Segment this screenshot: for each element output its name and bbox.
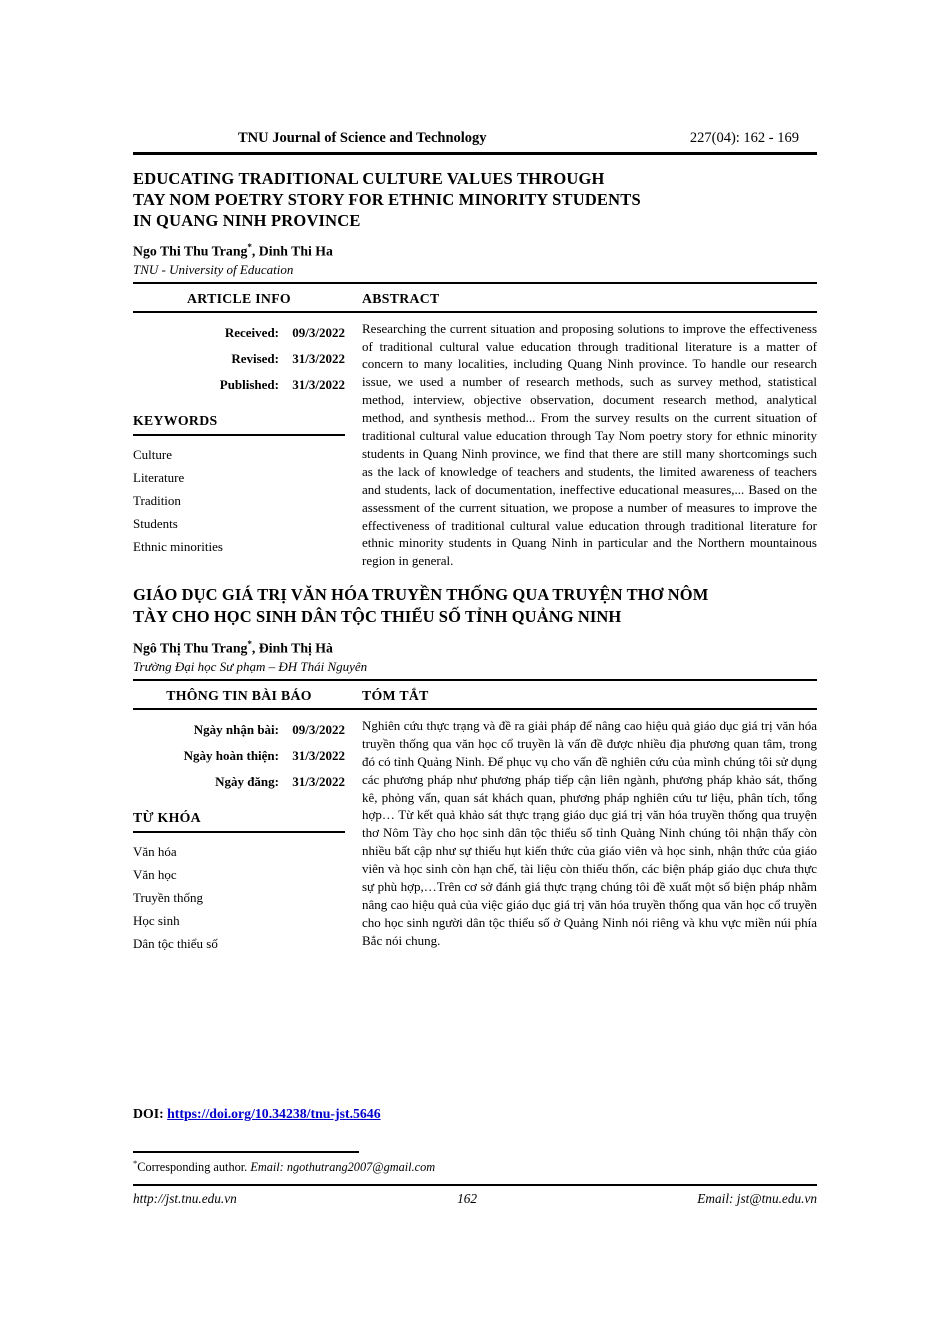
columns-vn [133,717,817,955]
date-row-received-vn [133,717,345,743]
info-column-vn [133,717,345,955]
keyword-item: Culture [133,446,172,462]
date-label: Ngày hoàn thiện: [183,747,279,763]
article-title-en-line3: IN QUANG NINH PROVINCE [133,211,361,230]
affiliation-en: TNU - University of Education [133,261,294,277]
date-row-published-vn [133,769,345,795]
section-heading-row-vn [133,681,817,710]
issue-pages: 227(04): 162 - 169 [689,130,799,146]
footnote-text: Corresponding author. [137,1160,251,1175]
doi-label: DOI: [133,1106,164,1121]
footer-rule [133,1184,817,1186]
doi-link[interactable]: https://doi.org/10.34238/tnu-jst.5646 [167,1106,381,1121]
footnote-email: Email: ngothutrang2007@gmail.com [250,1160,436,1175]
keyword-item: Văn hóa [133,843,177,859]
authors-vn [133,639,817,657]
keywords-list-vn [133,840,345,955]
page-footer [133,1191,817,1207]
footer-journal-url: http://jst.tnu.edu.vn [133,1191,237,1206]
date-row-published [133,372,345,398]
footer-email: Email: jst@tnu.edu.vn [697,1191,817,1206]
date-value: 31/3/2022 [292,376,345,392]
article-title-vn-line1: GIÁO DỤC GIÁ TRỊ VĂN HÓA TRUYỀN THỐNG QUA TRUYỆN THƠ NÔM [133,585,709,605]
author-en-first: Ngo Thi Thu Trang [133,243,248,259]
date-label: Published: [219,376,279,392]
article-title-vn [133,584,817,628]
authors-en [133,242,817,260]
article-info-heading-vn: THÔNG TIN BÀI BÁO [166,687,312,703]
keywords-heading-en: KEYWORDS [133,413,345,436]
corresponding-author-footnote [133,1158,435,1175]
article-title-vn-line2: TÀY CHO HỌC SINH DÂN TỘC THIỂU SỐ TỈNH QUẢNG NINH [133,607,622,627]
article-title-en [133,168,817,231]
footnote-rule [133,1151,359,1153]
keyword-item: Truyền thống [133,889,203,905]
abstract-text-vn: Nghiên cứu thực trạng và đề ra giải pháp để nâng cao hiệu quả giáo dục giá trị văn hóa truyền thống qua văn học cổ truyền là vấn đề được nhiều địa phương quan tâm, trong đó có tỉnh Quảng Ninh. Để phục vụ cho vấn đề nghiên cứu của mình chúng tôi sử dụng các phương pháp như phương pháp tiếp cận liên ngành, phương pháp khảo sát, thống kê, phỏng vấn, quan sát khách quan, phương pháp nghiên cứu tư liệu, phân tích, tổng hợp… Từ kết quả khảo sát thực trạng giáo dục giá trị văn hóa truyền thống qua truyện thơ Nôm Tày cho học sinh dân tộc thiểu số tỉnh Quảng Ninh chúng tôi nhận thấy còn nhiều bất cập như sự thiếu hụt kiến thức của giáo viên và học sinh, nhận thức của giáo viên và học sinh còn hạn chế, tài liệu còn thiếu thốn, các biện pháp giáo dục chưa thực sự phù hợp,…Trên cơ sở đánh giá thực trạng chúng tôi đề xuất một số biện pháp nhằm nâng cao hiệu quả của việc giáo dục giá trị văn hóa truyền thống qua văn học cổ truyền cho học sinh người dân tộc thiểu số ở Quảng Ninh nói riêng và khu vực miền núi phía Bắc nói chung. [362,717,817,948]
keywords-list-en [133,443,345,558]
date-row-revised-vn [133,743,345,769]
date-label: Received: [224,324,279,340]
keyword-item: Học sinh [133,912,180,928]
abstract-heading-en: ABSTRACT [362,290,440,306]
keywords-heading-vn: TỪ KHÓA [133,810,345,833]
keyword-item: Tradition [133,492,181,508]
date-label: Ngày nhận bài: [193,721,279,737]
columns-en [133,320,817,571]
author-en-rest: , Dinh Thi Ha [251,243,333,259]
keyword-item: Students [133,515,178,531]
footnote-mark: * [133,1158,138,1168]
affiliation-vn: Trường Đại học Sư phạm – ĐH Thái Nguyên [133,658,368,674]
date-label: Ngày đăng: [215,773,279,789]
doi-block [133,1106,381,1122]
section-heading-row-en [133,284,817,313]
abstract-heading-vn: TÓM TẮT [362,687,429,703]
date-value: 09/3/2022 [292,324,345,340]
journal-name: TNU Journal of Science and Technology [238,130,487,146]
journal-header [133,130,817,155]
page-content [133,130,817,955]
footer-page-number: 162 [457,1191,478,1206]
corresponding-author-mark-vn: * [247,639,252,650]
date-row-received [133,320,345,346]
info-column-en [133,320,345,571]
author-vn-first: Ngô Thị Thu Trang [133,640,248,656]
date-value: 31/3/2022 [292,773,345,789]
date-row-revised [133,346,345,372]
abstract-text-en: Researching the current situation and proposing solutions to improve the effectiveness of traditional cultural value education through traditional literature is a matter of concern to many localities, including Quang Ninh province. To handle our research issue, we used a number of research methods, such as survey method, statistical method, interview, objective observation, document research method, analytical method, and synthesis method... From the survey results on the current situation of traditional cultural value education through Tay Nom poetry story for ethnic minority students in Quang Ninh province, we find that there are still many shortcomings such as the lack of knowledge of teachers and students, the limited awareness of teachers and students, lack of documentation, ineffective educational measures,... Based on the assessment of the current situation, we propose a number of measures to improve the effectiveness of traditional cultural value education through traditional literature for ethnic minority students in Quang Ninh in particular and the Northern mountainous region in general. [362,320,817,569]
date-label: Revised: [231,350,279,366]
article-info-heading-en: ARTICLE INFO [187,290,291,306]
keyword-item: Ethnic minorities [133,538,223,554]
date-value: 31/3/2022 [292,747,345,763]
author-vn-rest: , Đinh Thị Hà [251,640,333,656]
date-value: 31/3/2022 [292,350,345,366]
date-value: 09/3/2022 [292,721,345,737]
keyword-item: Dân tộc thiểu số [133,935,218,951]
article-title-en-line2: TAY NOM POETRY STORY FOR ETHNIC MINORITY STUDENTS [133,190,641,209]
keyword-item: Văn học [133,866,177,882]
corresponding-author-mark-en: * [247,242,252,252]
article-title-en-line1: EDUCATING TRADITIONAL CULTURE VALUES THROUGH [133,169,605,188]
keyword-item: Literature [133,469,185,485]
